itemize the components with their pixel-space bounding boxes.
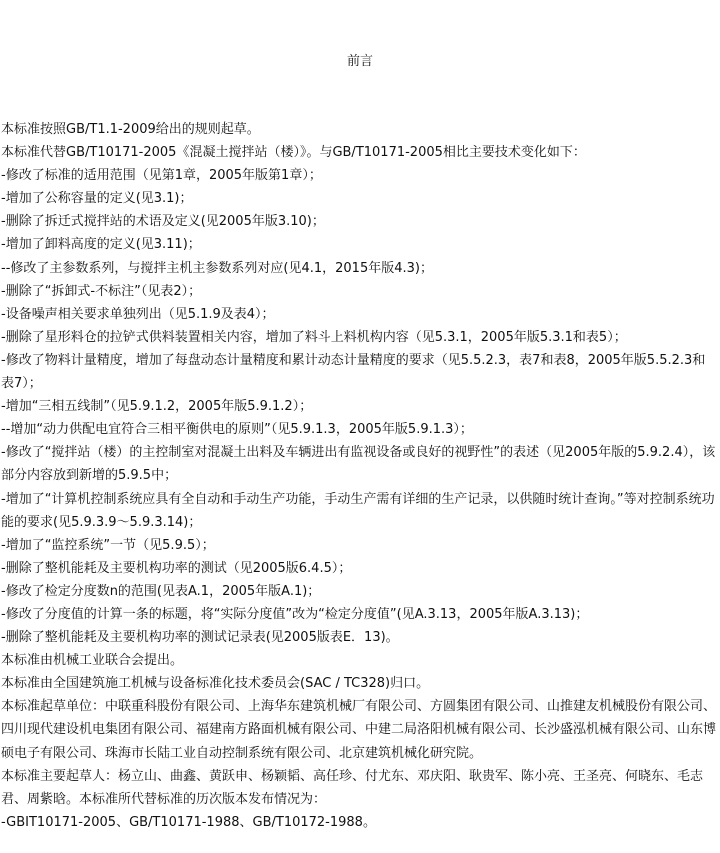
list-item: -增加了“计算机控制系统应具有全自动和手动生产功能，手动生产需有详细的生产记录，以供随时统计查询。”等对控制系统功能的要求(见5.9.3.9～5.9.3.14)； bbox=[1, 491, 715, 530]
list-item: -删除了整机能耗及主要机构功率的测试（见2005版6.4.5）； bbox=[1, 560, 352, 576]
list-item: -修改了检定分度数n的范围(见表A.1，2005年版A.1)； bbox=[1, 583, 321, 599]
list-item: -删除了星形料仓的拉铲式供料装置相关内容，增加了料斗上料机构内容（见5.3.1，2005年版5.3.1和表5）； bbox=[1, 329, 627, 345]
list-item: -删除了“拆卸式-不标注”（见表2）； bbox=[1, 283, 202, 299]
paragraph: 本标准由机械工业联合会提出。 bbox=[1, 653, 184, 669]
list-item: -增加了卸料高度的定义(见3.11)； bbox=[1, 237, 201, 253]
list-item: -增加了“监控系统”一节（见5.9.5）； bbox=[1, 537, 215, 553]
list-item: -修改了分度值的计算一条的标题，将“实际分度值”改为“检定分度值”(见A.3.13，2005年版A.3.13)； bbox=[1, 606, 589, 622]
list-item: -增加了公称容量的定义(见3.1)； bbox=[1, 191, 193, 207]
paragraph: 本标准按照GB/T1.1-2009给出的规则起草。 bbox=[1, 122, 260, 137]
list-item: -增加“三相五线制”（见5.9.1.2，2005年版5.9.1.2）； bbox=[1, 399, 313, 415]
list-item: -删除了整机能耗及主要机构功率的测试记录表(见2005版表E．13)。 bbox=[1, 630, 399, 646]
paragraph: 本标准由全国建筑施工机械与设备标准化技术委员会(SAC / TC328)归口。 bbox=[1, 676, 430, 692]
document-body bbox=[1, 118, 717, 834]
list-item: -设备噪声相关要求单独列出（见5.1.9及表4）； bbox=[1, 306, 275, 322]
list-item: -GBIT10171-2005、GB/T10171-1988、GB/T10172-1988。 bbox=[1, 814, 376, 830]
paragraph: 本标准起草单位：中联重科股份有限公司、上海华东建筑机械厂有限公司、方圆集团有限公司、山推建友机械股份有限公司、四川现代建设机电集团有限公司、福建南方路面机械有限公司、中建二局洛阳机械有限公司、长沙盛泓机械有限公司、山东博硕电子有限公司、珠海市长陆工业自动控制系统有限公司、北京建筑机械化研究院。 bbox=[1, 699, 717, 761]
list-item: --增加“动力供配电宜符合三相平衡供电的原则”（见5.9.1.3，2005年版5.9.1.3）； bbox=[1, 422, 473, 438]
list-item: -修改了物料计量精度，增加了每盘动态计量精度和累计动态计量精度的要求（见5.5.2.3，表7和表8，2005年版5.5.2.3和表7）； bbox=[1, 352, 706, 392]
list-item: -删除了拆迁式搅拌站的术语及定义(见2005年版3.10)； bbox=[1, 214, 325, 230]
list-item: -修改了标准的适用范围（见第1章，2005年版第1章）； bbox=[1, 168, 322, 184]
paragraph: 本标准主要起草人：杨立山、曲鑫、黄跃申、杨颖韬、高任珍、付尤东、邓庆阳、耿贵军、陈小亮、王圣亮、何晓东、毛志君、周紫晗。本标准所代替标准的历次版本发布情况为： bbox=[1, 768, 704, 807]
list-item: -修改了“搅拌站（楼）的主控制室对混凝土出料及车辆进出有监视设备或良好的视野性”的表述（见2005年版的5.9.2.4），该部分内容放到新增的5.9.5中； bbox=[1, 445, 716, 484]
paragraph: 本标准代替GB/T10171-2005《混凝土搅拌站（楼）》。与GB/T10171-2005相比主要技术变化如下： bbox=[1, 145, 586, 161]
list-item: --修改了主参数系列，与搅拌主机主参数系列对应(见4.1，2015年版4.3)； bbox=[1, 260, 433, 276]
page-title: 前言 bbox=[346, 54, 373, 69]
